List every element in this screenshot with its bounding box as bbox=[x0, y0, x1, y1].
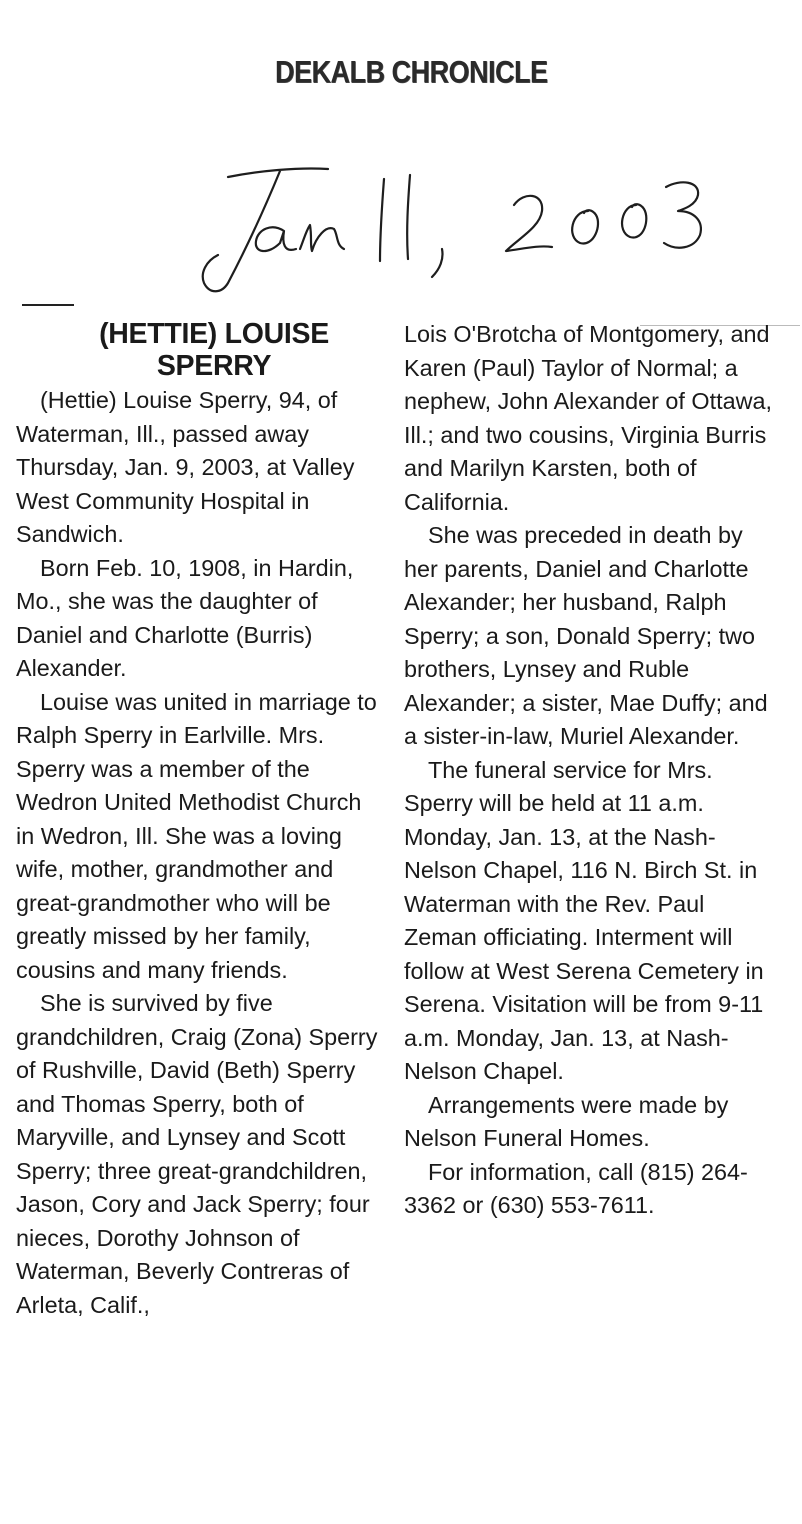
headline-line-2: SPERRY bbox=[156, 350, 272, 382]
obituary-headline bbox=[16, 318, 384, 382]
paragraph: Arrangements were made by Nelson Funeral Homes. bbox=[404, 1091, 729, 1151]
left-column bbox=[16, 318, 384, 1322]
headline-line-1: (HETTIE) LOUISE bbox=[99, 318, 329, 350]
right-column bbox=[404, 318, 779, 1223]
paragraph: Lois O'Brotcha of Montgomery, and Karen (Paul) Taylor of Normal; a nephew, John Alexander of Ottawa, Ill.; and two cousins, Virginia Burris and Marilyn Karsten, both of California. bbox=[404, 321, 773, 515]
paragraph: The funeral service for Mrs. Sperry will be held at 11 a.m. Monday, Jan. 13, at the Nash-Nelson Chapel, 116 N. Birch St. in Waterman with the Rev. Paul Zeman officiating. Interment will follow at West Serena Cemetery in Serena. Visitation will be from 9-11 a.m. Monday, Jan. 13, at Nash-Nelson Chapel. bbox=[404, 756, 764, 1084]
column-rule bbox=[22, 304, 74, 306]
handwritten-date-drawing bbox=[188, 165, 728, 300]
paragraph: She is survived by five grandchildren, Craig (Zona) Sperry of Rushville, David (Beth) Sperry and Thomas Sperry, both of Maryville, and Lynsey and Scott Sperry; three great-grandchildren, Jason, Cory and Jack Sperry; four nieces, Dorothy Johnson of Waterman, Beverly Contreras of Arleta, Calif., bbox=[16, 990, 378, 1318]
paragraph: Born Feb. 10, 1908, in Hardin, Mo., she was the daughter of Daniel and Charlotte (Burris) Alexander. bbox=[16, 554, 354, 681]
handwritten-date bbox=[188, 165, 728, 300]
paragraph: For information, call (815) 264-3362 or (630) 553-7611. bbox=[404, 1158, 748, 1218]
paragraph: Louise was united in marriage to Ralph Sperry in Earlville. Mrs. Sperry was a member of the Wedron United Methodist Church in Wedron, Ill. She was a loving wife, mother, grandmother and great-grandmother who will be greatly missed by her family, cousins and many friends. bbox=[16, 688, 377, 983]
masthead-stamp: DEKALB CHRONICLE bbox=[275, 55, 548, 90]
paragraph: (Hettie) Louise Sperry, 94, of Waterman, Ill., passed away Thursday, Jan. 9, 2003, at Valley West Community Hospital in Sandwich. bbox=[16, 387, 355, 547]
paragraph: She was preceded in death by her parents, Daniel and Charlotte Alexander; her husband, Ralph Sperry; a son, Donald Sperry; two brothers, Lynsey and Ruble Alexander; a sister, Mae Duffy; and a sister-in-law, Muriel Alexander. bbox=[404, 522, 768, 749]
